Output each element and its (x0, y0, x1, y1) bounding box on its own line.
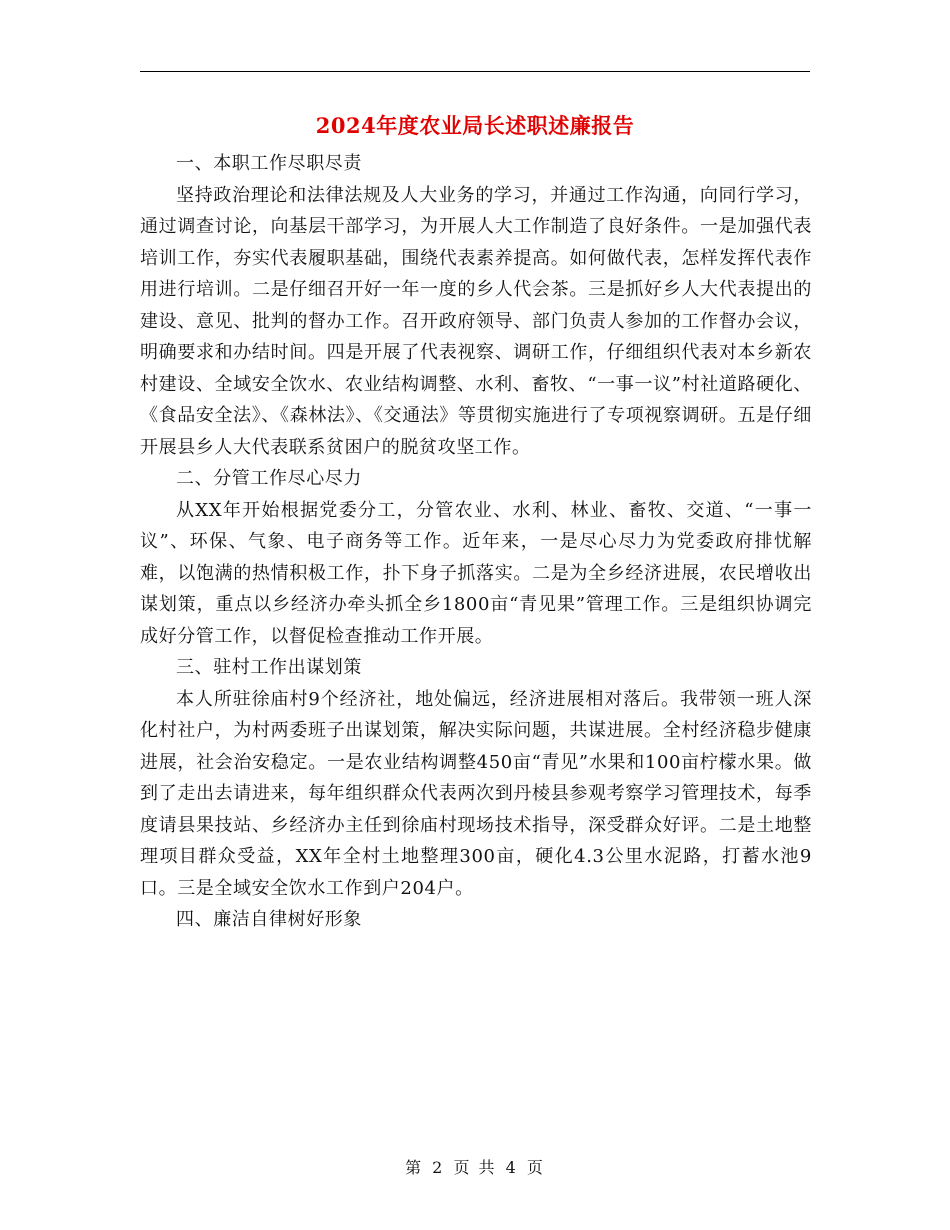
footer-suffix: 页 (526, 1158, 545, 1177)
body-paragraph-2: 从XX年开始根据党委分工，分管农业、水利、林业、畜牧、交道、“一事一议”、环保、气象、电子商务等工作。近年来，一是尽心尽力为党委政府排忧解难，以饱满的热情积极工作，扑下身子抓落实。二是为全乡经济进展，农民增收出谋划策，重点以乡经济办牵头抓全乡1800亩“青见果”管理工作。三是组织协调完成好分管工作，以督促检查推动工作开展。 (140, 499, 812, 647)
footer-middle: 页 共 (453, 1158, 497, 1177)
section-heading-2: 二、分管工作尽心尽力 (176, 468, 362, 489)
section-heading-4: 四、廉洁自律树好形象 (176, 909, 362, 930)
page-footer (0, 1155, 950, 1178)
section-heading-3: 三、驻村工作出谋划策 (176, 657, 362, 678)
document-body (140, 148, 812, 936)
body-paragraph-1: 坚持政治理论和法律法规及人大业务的学习，并通过工作沟通，向同行学习，通过调查讨论，向基层干部学习，为开展人大工作制造了良好条件。一是加强代表培训工作，夯实代表履职基础，围绕代表素养提高。如何做代表，怎样发挥代表作用进行培训。二是仔细召开好一年一度的乡人代会茶。三是抓好乡人大代表提出的建设、意见、批判的督办工作。召开政府领导、部门负责人参加的工作督办会议，明确要求和办结时间。四是开展了代表视察、调研工作，仔细组织代表对本乡新农村建设、全域安全饮水、农业结构调整、水利、畜牧、“一事一议”村社道路硬化、《食品安全法》、《森林法》、《交通法》等贯彻实施进行了专项视察调研。五是仔细开展县乡人大代表联系贫困户的脱贫攻坚工作。 (140, 184, 812, 458)
document-title: 2024年度农业局长述职述廉报告 (315, 113, 635, 138)
body-paragraph-3: 本人所驻徐庙村9个经济社，地处偏远，经济进展相对落后。我带领一班人深化村社户，为村两委班子出谋划策，解决实际问题，共谋进展。全村经济稳步健康进展，社会治安稳定。一是农业结构调整450亩“青见”水果和100亩柠檬水果。做到了走出去请进来，每年组织群众代表两次到丹棱县参观考察学习管理技术，每季度请县果技站、乡经济办主任到徐庙村现场技术指导，深受群众好评。二是土地整理项目群众受益，XX年全村土地整理300亩，硬化4.3公里水泥路，打蓄水池9口。三是全域安全饮水工作到户204户。 (140, 688, 812, 899)
header-rule (140, 71, 810, 72)
page-number: 2 (432, 1158, 445, 1177)
footer-prefix: 第 (405, 1158, 424, 1177)
page-total: 4 (505, 1158, 518, 1177)
section-heading-1: 一、本职工作尽职尽责 (176, 153, 362, 174)
